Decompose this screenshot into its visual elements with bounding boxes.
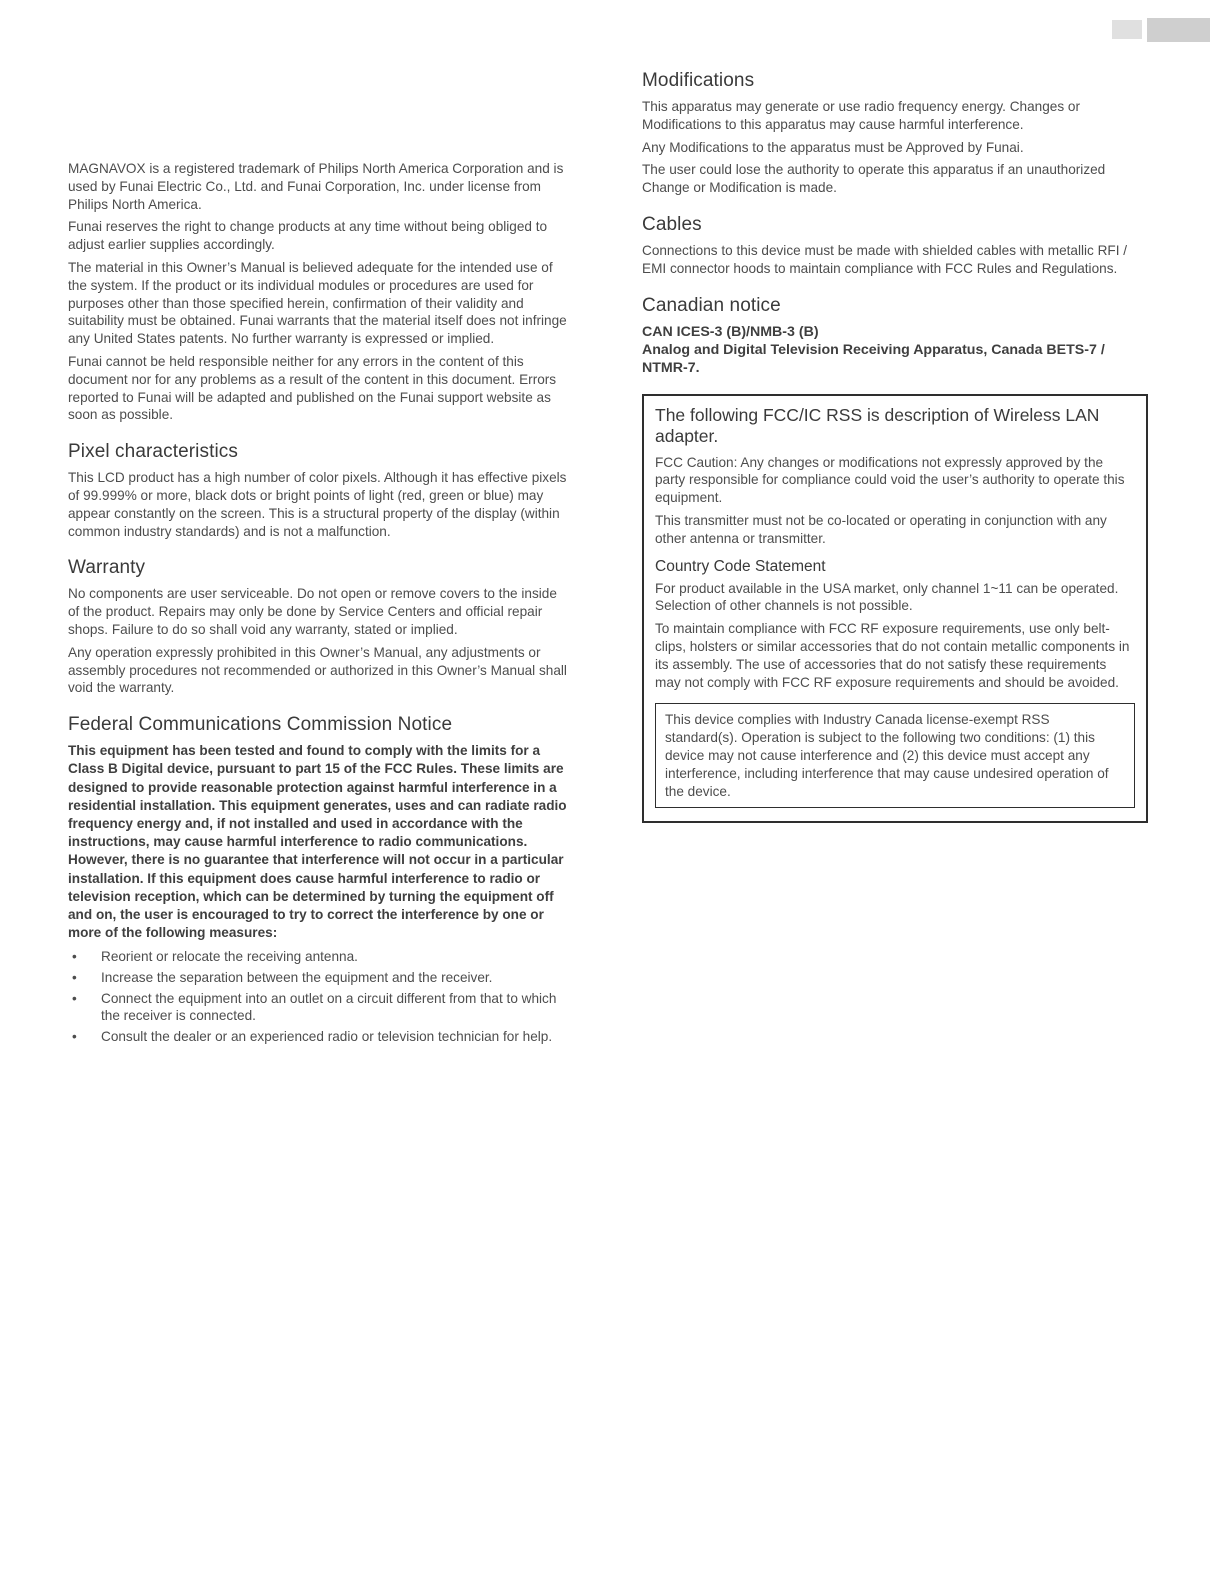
funai-rights-paragraph: Funai reserves the right to change products at any time without being obliged to adjust earlier supplies accordingly. xyxy=(68,219,548,253)
canadian-ices-line: CAN ICES-3 (B)/NMB-3 (B) xyxy=(642,323,819,340)
country-code-statement-heading: Country Code Statement xyxy=(655,557,826,575)
usa-channel-paragraph: For product available in the USA market, only channel 1~11 can be operated. Selection of other channels is not possible. xyxy=(655,580,1119,614)
modifications-paragraph-3: The user could lose the authority to operate this apparatus if an unauthorized Change or Modification is made. xyxy=(642,162,1106,196)
warranty-paragraph-1: No components are user serviceable. Do not open or remove covers to the inside of the product. Repairs may only be done by Service Centers and official repair shops. Failure to do so shall void any warranty, stated or implied. xyxy=(68,586,557,637)
industry-canada-inner-box xyxy=(655,703,1135,808)
cables-paragraph: Connections to this device must be made with shielded cables with metallic RFI / EMI connector hoods to maintain compliance with FCC Rules and Regulations. xyxy=(642,242,1128,276)
bullet-icon: • xyxy=(72,970,77,986)
header-decorative-block-dark xyxy=(1147,18,1210,42)
pixel-characteristics-heading: Pixel characteristics xyxy=(68,441,238,463)
trademark-paragraph: MAGNAVOX is a registered trademark of Philips North America Corporation and is used by Funai Electric Co., Ltd. and Funai Corporation, Inc. under license from Philips North America. xyxy=(68,161,564,212)
modifications-heading: Modifications xyxy=(642,70,755,91)
wireless-lan-box-title: The following FCC/IC RSS is description of Wireless LAN adapter. xyxy=(655,404,1100,447)
canadian-notice-heading: Canadian notice xyxy=(642,294,781,316)
bullet-icon: • xyxy=(72,949,77,965)
transmitter-paragraph: This transmitter must not be co-located or operating in conjunction with any other antenna or transmitter. xyxy=(655,513,1107,546)
warranty-paragraph-2: Any operation expressly prohibited in this Owner’s Manual, any adjustments or assembly procedures not recommended or authorized in this Owner’s Manual shall void the warranty. xyxy=(68,644,567,696)
modifications-paragraph-1: This apparatus may generate or use radio frequency energy. Changes or Modifications to this apparatus may cause harmful interference. xyxy=(642,99,1081,132)
list-item-text: Connect the equipment into an outlet on a circuit different from that to which the receiver is connected. xyxy=(101,990,557,1024)
list-item-text: Reorient or relocate the receiving antenna. xyxy=(101,949,358,965)
list-item xyxy=(68,969,570,987)
pixel-characteristics-paragraph: This LCD product has a high number of color pixels. Although it has effective pixels of 99.999% or more, black dots or bright points of light (red, green or blue) may appear constantly on the screen. This is a structural property of the display (within common industry standards) and is not a malfunction. xyxy=(68,470,567,539)
fcc-notice-lead-paragraph: This equipment has been tested and found to comply with the limits for a Class B Digital device, pursuant to part 15 of the FCC Rules. These limits are designed to provide reasonable protection against harmful interference in a residential installation. This equipment generates, uses and can radiate radio frequency energy and, if not installed and used in accordance with the instructions, may cause harmful interference to radio communications. However, there is no guarantee that interference will not occur in a particular installation. If this equipment does cause harmful interference to radio or television reception, which can be determined by turning the equipment off and on, the user is encouraged to try to correct the interference by one or more of the following measures: xyxy=(68,743,567,941)
left-column xyxy=(68,160,570,1049)
list-item-text: Increase the separation between the equipment and the receiver. xyxy=(101,970,493,986)
list-item xyxy=(68,990,570,1025)
header-decorative-block-light xyxy=(1112,20,1142,39)
fcc-notice-heading: Federal Communications Commission Notice xyxy=(68,714,453,736)
fcc-measures-list xyxy=(68,948,570,1045)
manual-material-paragraph: The material in this Owner’s Manual is believed adequate for the intended use of the system. If the product or its individual modules or procedures are used for purposes other than those specified herein, confirmation of their validity and suitability must be obtained. Funai warrants that the material itself does not infringe any United States patents. No further warranty is expressed or implied. xyxy=(68,259,567,347)
right-column xyxy=(642,70,1148,823)
modifications-paragraph-2: Any Modifications to the apparatus must be Approved by Funai. xyxy=(642,139,1024,155)
bullet-icon: • xyxy=(72,1029,77,1045)
industry-canada-paragraph: This device complies with Industry Canada license-exempt RSS standard(s). Operation is subject to the following two conditions: (1) this device may not cause interference and (2) this device must accept any interference, including interference that may cause undesired operation of the device. xyxy=(665,712,1109,799)
list-item xyxy=(68,1028,570,1046)
cables-heading: Cables xyxy=(642,213,702,235)
rf-exposure-paragraph: To maintain compliance with FCC RF exposure requirements, use only belt-clips, holsters or similar accessories that do not contain metallic components in its assembly. The use of accessories that do not satisfy these requirements may not comply with FCC RF exposure requirements and should be avoided. xyxy=(655,621,1130,690)
canadian-bets-line: Analog and Digital Television Receiving Apparatus, Canada BETS-7 / NTMR-7. xyxy=(642,342,1105,377)
wireless-lan-notice-box xyxy=(642,394,1148,823)
errors-paragraph: Funai cannot be held responsible neither for any errors in the content of this document nor for any problems as a result of the content in this document. Errors reported to Funai will be adapted and published on the Funai support website as soon as possible. xyxy=(68,353,557,423)
list-item xyxy=(68,948,570,966)
bullet-icon: • xyxy=(72,990,77,1006)
list-item-text: Consult the dealer or an experienced radio or television technician for help. xyxy=(101,1029,553,1045)
fcc-caution-paragraph: FCC Caution: Any changes or modifications not expressly approved by the party responsible for compliance could void the user’s authority to operate this equipment. xyxy=(655,454,1125,506)
warranty-heading: Warranty xyxy=(68,557,146,579)
